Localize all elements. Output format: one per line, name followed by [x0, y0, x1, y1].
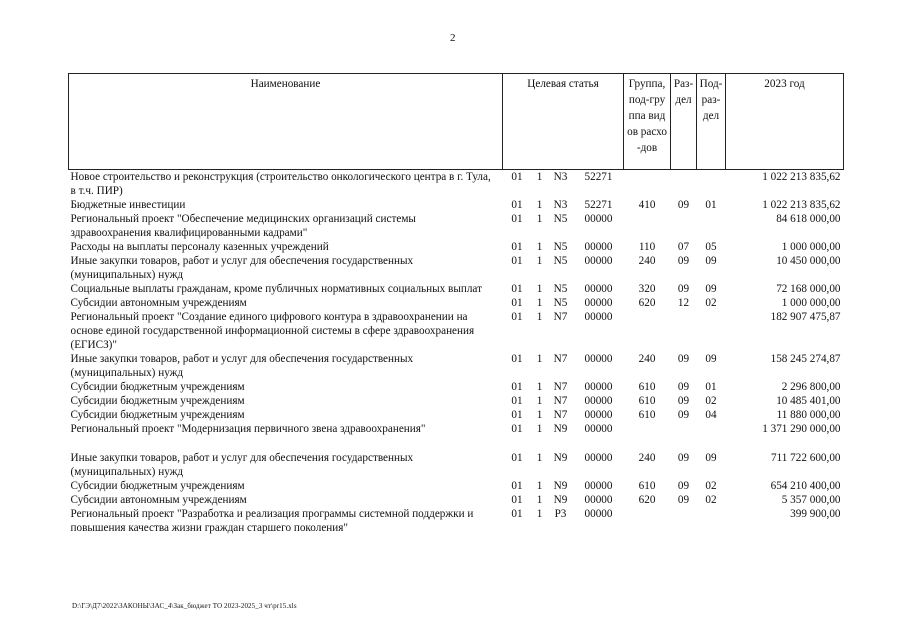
expense-group: 240 — [638, 255, 656, 267]
article-project: N5 — [553, 213, 568, 225]
section-code: 12 — [677, 297, 690, 309]
article-program: 01 — [511, 395, 523, 407]
table-row — [69, 170, 844, 199]
amount-2023: 72 168 000,00 — [776, 283, 841, 295]
table-row — [69, 394, 844, 408]
article-direction: 00000 — [584, 395, 613, 407]
table-row — [69, 240, 844, 254]
article-project: N7 — [553, 311, 568, 323]
section-code — [671, 170, 697, 199]
row-name: Субсидии бюджетным учреждениям — [70, 409, 245, 421]
article-subprogram: 1 — [536, 395, 543, 407]
expense-group: 620 — [638, 494, 656, 506]
row-name: Иные закупки товаров, работ и услуг для обеспечения государственных (муниципальных) нужд — [70, 255, 414, 281]
expense-group: 410 — [638, 199, 656, 211]
amount-2023: 654 210 400,00 — [770, 480, 841, 492]
article-subprogram: 1 — [536, 283, 543, 295]
header-name: Наименование — [69, 74, 503, 170]
article-subprogram: 1 — [536, 311, 543, 323]
row-name: Региональный проект "Модернизация первичного звена здравоохранения" — [70, 423, 426, 435]
table-row — [69, 408, 844, 422]
table-row — [69, 451, 844, 479]
expense-group — [624, 422, 671, 451]
article-subprogram: 1 — [536, 480, 543, 492]
row-name: Новое строительство и реконструкция (строительство онкологического центра в г. Тула, в т.ч. ПИР) — [70, 171, 491, 197]
expense-group — [624, 507, 671, 535]
row-name: Субсидии бюджетным учреждениям — [70, 480, 245, 492]
budget-table — [68, 73, 844, 535]
row-name: Региональный проект "Разработка и реализация программы системной поддержки и повышения качества жизни граждан старшего поколения" — [70, 508, 474, 534]
amount-2023: 1 371 290 000,00 — [762, 423, 841, 435]
header-subsection: Под-раз-дел — [697, 74, 726, 170]
amount-2023: 399 900,00 — [790, 508, 841, 520]
article-direction: 00000 — [584, 255, 613, 267]
article-program: 01 — [511, 213, 523, 225]
subsection-code: 02 — [705, 480, 717, 492]
header-year: 2023 год — [726, 74, 844, 170]
article-subprogram: 1 — [536, 255, 543, 267]
article-project: N9 — [553, 480, 568, 492]
subsection-code: 05 — [705, 241, 717, 253]
article-project: N9 — [553, 494, 568, 506]
article-direction: 00000 — [584, 452, 613, 464]
section-code: 09 — [677, 283, 690, 295]
row-name: Субсидии бюджетным учреждениям — [70, 395, 245, 407]
table-row — [69, 296, 844, 310]
table-row — [69, 493, 844, 507]
section-code — [671, 212, 697, 240]
row-name: Бюджетные инвестиции — [70, 199, 186, 211]
row-name: Иные закупки товаров, работ и услуг для обеспечения государственных (муниципальных) нужд — [70, 353, 414, 379]
article-project: N5 — [553, 241, 568, 253]
table-row — [69, 422, 844, 451]
amount-2023: 5 357 000,00 — [781, 494, 841, 506]
expense-group: 110 — [638, 241, 656, 253]
article-direction: 00000 — [584, 213, 613, 225]
article-direction: 00000 — [584, 311, 613, 323]
article-program: 01 — [511, 255, 523, 267]
section-code: 09 — [677, 480, 690, 492]
article-program: 01 — [511, 423, 523, 435]
section-code: 09 — [677, 494, 690, 506]
amount-2023: 1 022 213 835,62 — [762, 199, 841, 211]
article-project: P3 — [554, 508, 567, 520]
expense-group: 620 — [638, 297, 656, 309]
table-body — [69, 170, 844, 536]
table-row — [69, 352, 844, 380]
article-program: 01 — [511, 409, 523, 421]
article-direction: 00000 — [584, 423, 613, 435]
section-code — [671, 310, 697, 352]
table-row — [69, 310, 844, 352]
row-name: Субсидии автономным учреждениям — [70, 494, 247, 506]
article-direction: 00000 — [584, 297, 613, 309]
row-name: Социальные выплаты гражданам, кроме публичных нормативных социальных выплат — [70, 283, 482, 295]
article-project: N7 — [553, 381, 568, 393]
article-subprogram: 1 — [536, 494, 543, 506]
amount-2023: 182 907 475,87 — [770, 311, 841, 323]
expense-group — [624, 212, 671, 240]
section-code: 09 — [677, 409, 690, 421]
section-code: 09 — [677, 353, 690, 365]
article-direction: 52271 — [584, 199, 613, 211]
amount-2023: 2 296 800,00 — [781, 381, 841, 393]
expense-group: 240 — [638, 452, 656, 464]
table-row — [69, 212, 844, 240]
article-subprogram: 1 — [536, 381, 543, 393]
article-program: 01 — [511, 494, 523, 506]
article-direction: 00000 — [584, 494, 613, 506]
table-row — [69, 507, 844, 535]
amount-2023: 10 450 000,00 — [776, 255, 841, 267]
amount-2023: 1 000 000,00 — [781, 297, 841, 309]
row-name: Субсидии автономным учреждениям — [70, 297, 247, 309]
page-number: 2 — [450, 32, 456, 44]
article-project: N7 — [553, 395, 568, 407]
row-name: Региональный проект "Создание единого цифрового контура в здравоохранении на основе единой государственной информационной системы в сфере здравоохранения (ЕГИСЗ)" — [70, 311, 475, 351]
table-row — [69, 198, 844, 212]
article-program: 01 — [511, 297, 523, 309]
amount-2023: 84 618 000,00 — [776, 213, 841, 225]
article-project: N7 — [553, 353, 568, 365]
expense-group: 610 — [638, 381, 656, 393]
article-direction: 00000 — [584, 241, 613, 253]
subsection-code: 02 — [705, 297, 717, 309]
subsection-code — [697, 422, 726, 451]
article-subprogram: 1 — [536, 199, 543, 211]
expense-group — [624, 310, 671, 352]
article-program: 01 — [511, 381, 523, 393]
table-row — [69, 479, 844, 493]
section-code: 09 — [677, 255, 690, 267]
article-program: 01 — [511, 199, 523, 211]
amount-2023: 158 245 274,87 — [770, 353, 841, 365]
table-row — [69, 254, 844, 282]
subsection-code: 09 — [705, 283, 717, 295]
article-subprogram: 1 — [536, 423, 543, 435]
subsection-code — [697, 212, 726, 240]
header-target-article: Целевая статья — [503, 74, 624, 170]
article-subprogram: 1 — [536, 297, 543, 309]
table-row — [69, 282, 844, 296]
row-name: Расходы на выплаты персоналу казенных учреждений — [70, 241, 329, 253]
amount-2023: 1 000 000,00 — [781, 241, 841, 253]
section-code — [671, 422, 697, 451]
article-project: N5 — [553, 297, 568, 309]
subsection-code: 02 — [705, 494, 717, 506]
article-program: 01 — [511, 508, 523, 520]
article-program: 01 — [511, 241, 523, 253]
subsection-code: 09 — [705, 452, 717, 464]
section-code: 09 — [677, 199, 690, 211]
article-direction: 00000 — [584, 353, 613, 365]
row-name: Региональный проект "Обеспечение медицинских организаций системы здравоохранения квалифицированными кадрами" — [70, 213, 416, 239]
article-program: 01 — [511, 171, 523, 183]
amount-2023: 10 485 401,00 — [776, 395, 841, 407]
article-subprogram: 1 — [536, 241, 543, 253]
article-direction: 52271 — [584, 171, 613, 183]
subsection-code: 02 — [705, 395, 717, 407]
article-project: N3 — [553, 171, 568, 183]
article-subprogram: 1 — [536, 213, 543, 225]
subsection-code: 04 — [705, 409, 717, 421]
article-project: N5 — [553, 283, 568, 295]
article-project: N7 — [553, 409, 568, 421]
article-project: N5 — [553, 255, 568, 267]
expense-group — [624, 170, 671, 199]
article-direction: 00000 — [584, 381, 613, 393]
amount-2023: 11 880 000,00 — [776, 409, 841, 421]
header-section: Раз-дел — [671, 74, 697, 170]
subsection-code: 01 — [705, 381, 717, 393]
article-program: 01 — [511, 480, 523, 492]
amount-2023: 1 022 213 835,62 — [762, 171, 841, 183]
subsection-code: 09 — [705, 353, 717, 365]
table-header-row — [69, 74, 844, 170]
amount-2023: 711 722 600,00 — [771, 452, 841, 464]
subsection-code — [697, 507, 726, 535]
expense-group: 610 — [638, 409, 656, 421]
article-program: 01 — [511, 283, 523, 295]
section-code: 09 — [677, 381, 690, 393]
expense-group: 610 — [638, 395, 656, 407]
expense-group: 610 — [638, 480, 656, 492]
article-subprogram: 1 — [536, 353, 543, 365]
article-program: 01 — [511, 452, 523, 464]
section-code: 09 — [677, 395, 690, 407]
article-program: 01 — [511, 311, 523, 323]
row-name: Субсидии бюджетным учреждениям — [70, 381, 245, 393]
header-group: Группа, под-группа видов расхо-дов — [624, 74, 671, 170]
article-subprogram: 1 — [536, 409, 543, 421]
section-code — [671, 507, 697, 535]
section-code: 07 — [677, 241, 690, 253]
article-direction: 00000 — [584, 508, 613, 520]
article-direction: 00000 — [584, 283, 613, 295]
expense-group: 240 — [638, 353, 656, 365]
article-direction: 00000 — [584, 409, 613, 421]
subsection-code — [697, 170, 726, 199]
article-program: 01 — [511, 353, 523, 365]
file-path-footer: D:\ГЭ\Д7\2022\ЗАКОНЫ\ЗАС_4\Зак_бюджет ТО 2023-2025_3 чт\pr15.xls — [72, 602, 297, 610]
table-row — [69, 380, 844, 394]
article-project: N9 — [553, 423, 568, 435]
subsection-code: 01 — [705, 199, 717, 211]
article-direction: 00000 — [584, 480, 613, 492]
article-subprogram: 1 — [536, 508, 543, 520]
article-project: N3 — [553, 199, 568, 211]
expense-group: 320 — [638, 283, 656, 295]
article-subprogram: 1 — [536, 452, 543, 464]
row-name: Иные закупки товаров, работ и услуг для обеспечения государственных (муниципальных) нужд — [70, 452, 414, 478]
subsection-code — [697, 310, 726, 352]
section-code: 09 — [677, 452, 690, 464]
article-project: N9 — [553, 452, 568, 464]
subsection-code: 09 — [705, 255, 717, 267]
article-subprogram: 1 — [536, 171, 543, 183]
